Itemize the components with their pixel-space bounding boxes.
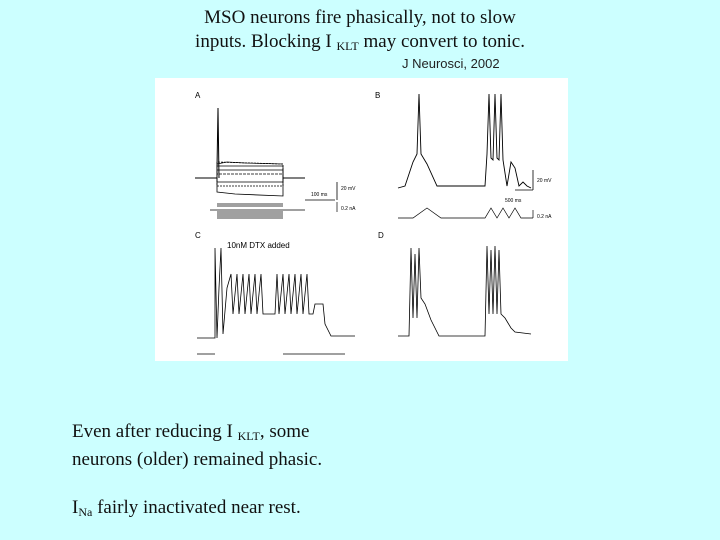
panel-b-current-trace — [398, 208, 533, 218]
caption-line-3-post: fairly inactivated near rest. — [92, 497, 301, 518]
title-line-2 — [0, 30, 720, 58]
panel-a-voltage-traces — [195, 108, 305, 196]
citation: J Neurosci, 2002 — [402, 56, 500, 71]
caption-line-2: neurons (older) remained phasic. — [72, 449, 323, 470]
panel-a-current-steps — [210, 202, 337, 218]
panel-b-voltage-scale: 20 mV — [537, 178, 552, 184]
title-line-2-post: may convert to tonic. — [358, 31, 525, 52]
panel-c-voltage-trace — [197, 248, 355, 338]
panel-b-current-scale: 0.2 nA — [537, 214, 552, 220]
panel-b-voltage-trace — [398, 94, 531, 188]
panel-a-voltage-scale: 20 mV — [341, 186, 356, 192]
caption-line-1-post: , some — [259, 421, 310, 442]
panel-d-voltage-trace — [398, 246, 531, 336]
title-line-1: MSO neurons fire phasically, not to slow — [204, 7, 516, 28]
caption-na-subscript: Na — [78, 505, 93, 519]
electrophysiology-figure — [155, 78, 568, 361]
caption-klt-subscript: KLT — [237, 429, 260, 443]
panel-label-d: D — [378, 231, 384, 240]
caption-line-1-pre: Even after reducing I — [72, 421, 233, 442]
panel-label-a: A — [195, 91, 201, 100]
panel-a-time-scale: 100 ms — [311, 192, 328, 198]
panel-a-current-scale: 0.2 nA — [341, 206, 356, 212]
caption-line-3 — [72, 496, 322, 524]
panel-b-time-scale: 500 ms — [505, 198, 522, 204]
panel-c-annotation: 10nM DTX added — [227, 241, 290, 250]
title-klt-subscript: KLT — [336, 39, 359, 53]
caption-line-1 — [72, 420, 322, 448]
panel-label-c: C — [195, 231, 201, 240]
panel-label-b: B — [375, 91, 381, 100]
caption — [72, 420, 322, 524]
title-line-2-pre: inputs. Blocking I — [195, 31, 332, 52]
caption-line-3-pre: I — [72, 497, 79, 518]
slide-title — [0, 6, 720, 58]
figure-svg — [155, 78, 568, 361]
